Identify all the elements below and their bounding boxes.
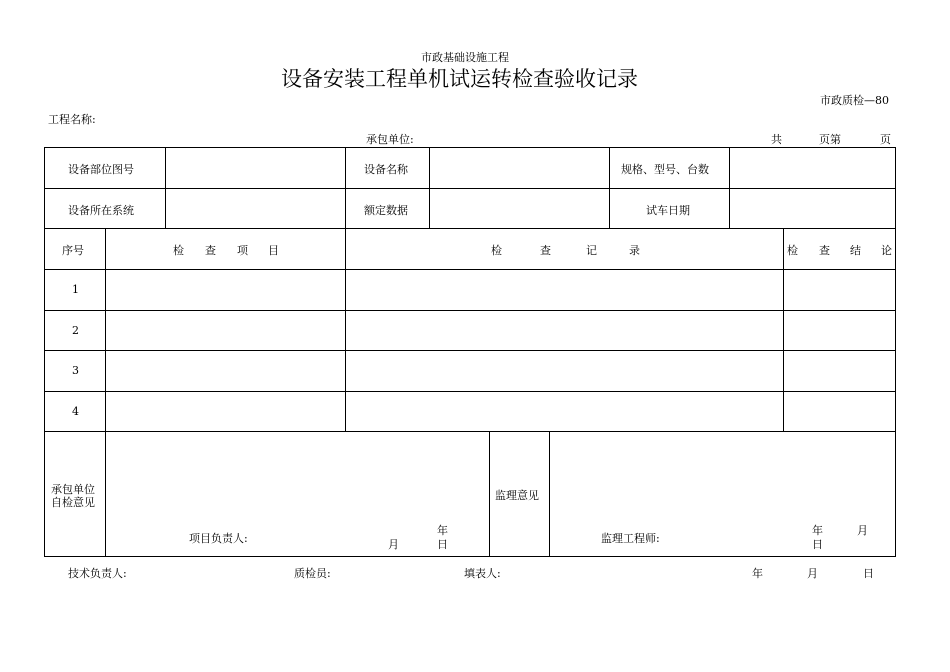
- footer-year-label: 年: [752, 567, 763, 580]
- project-name-label: 工程名称:: [48, 113, 96, 126]
- rated-data-label: 额定数据: [364, 204, 408, 217]
- table-row-number: 1: [72, 283, 79, 296]
- supervision-month-label: 月: [857, 524, 868, 537]
- page-title: 设备安装工程单机试运转检查验收记录: [281, 67, 638, 91]
- table-row-number: 2: [72, 324, 79, 337]
- contractor-month-label: 月: [388, 538, 399, 551]
- trial-date-label: 试车日期: [646, 204, 690, 217]
- inspector-label: 质检员:: [294, 567, 331, 580]
- filler-label: 填表人:: [464, 567, 501, 580]
- page-mid-label: 页第: [819, 133, 841, 146]
- supervision-year-label: 年: [812, 524, 823, 537]
- tech-lead-label: 技术负责人:: [68, 567, 127, 580]
- page-total-label: 共: [771, 133, 782, 146]
- supervision-opinion-label: 监理意见: [495, 489, 539, 502]
- contractor-self-check-label-1: 承包单位: [51, 483, 95, 496]
- project-manager-label: 项目负责人:: [189, 532, 248, 545]
- supervising-engineer-label: 监理工程师:: [601, 532, 660, 545]
- table-row-number: 4: [72, 405, 79, 418]
- form-code: 市政质检—80: [820, 94, 889, 107]
- page-end-label: 页: [880, 133, 891, 146]
- equipment-name-label: 设备名称: [364, 163, 408, 176]
- contractor-label: 承包单位:: [366, 133, 414, 146]
- equipment-system-label: 设备所在系统: [68, 204, 134, 217]
- equipment-drawing-no-label: 设备部位图号: [68, 163, 134, 176]
- contractor-self-check-label-2: 自检意见: [51, 496, 95, 509]
- spec-model-qty-label: 规格、型号、台数: [621, 163, 709, 176]
- form-subtitle: 市政基础设施工程: [421, 51, 509, 64]
- contractor-day-label: 日: [437, 538, 448, 551]
- footer-day-label: 日: [863, 567, 874, 580]
- footer-month-label: 月: [807, 567, 818, 580]
- supervision-day-label: 日: [812, 538, 823, 551]
- contractor-year-label: 年: [437, 524, 448, 537]
- seq-header: 序号: [62, 244, 84, 257]
- table-row-number: 3: [72, 364, 79, 377]
